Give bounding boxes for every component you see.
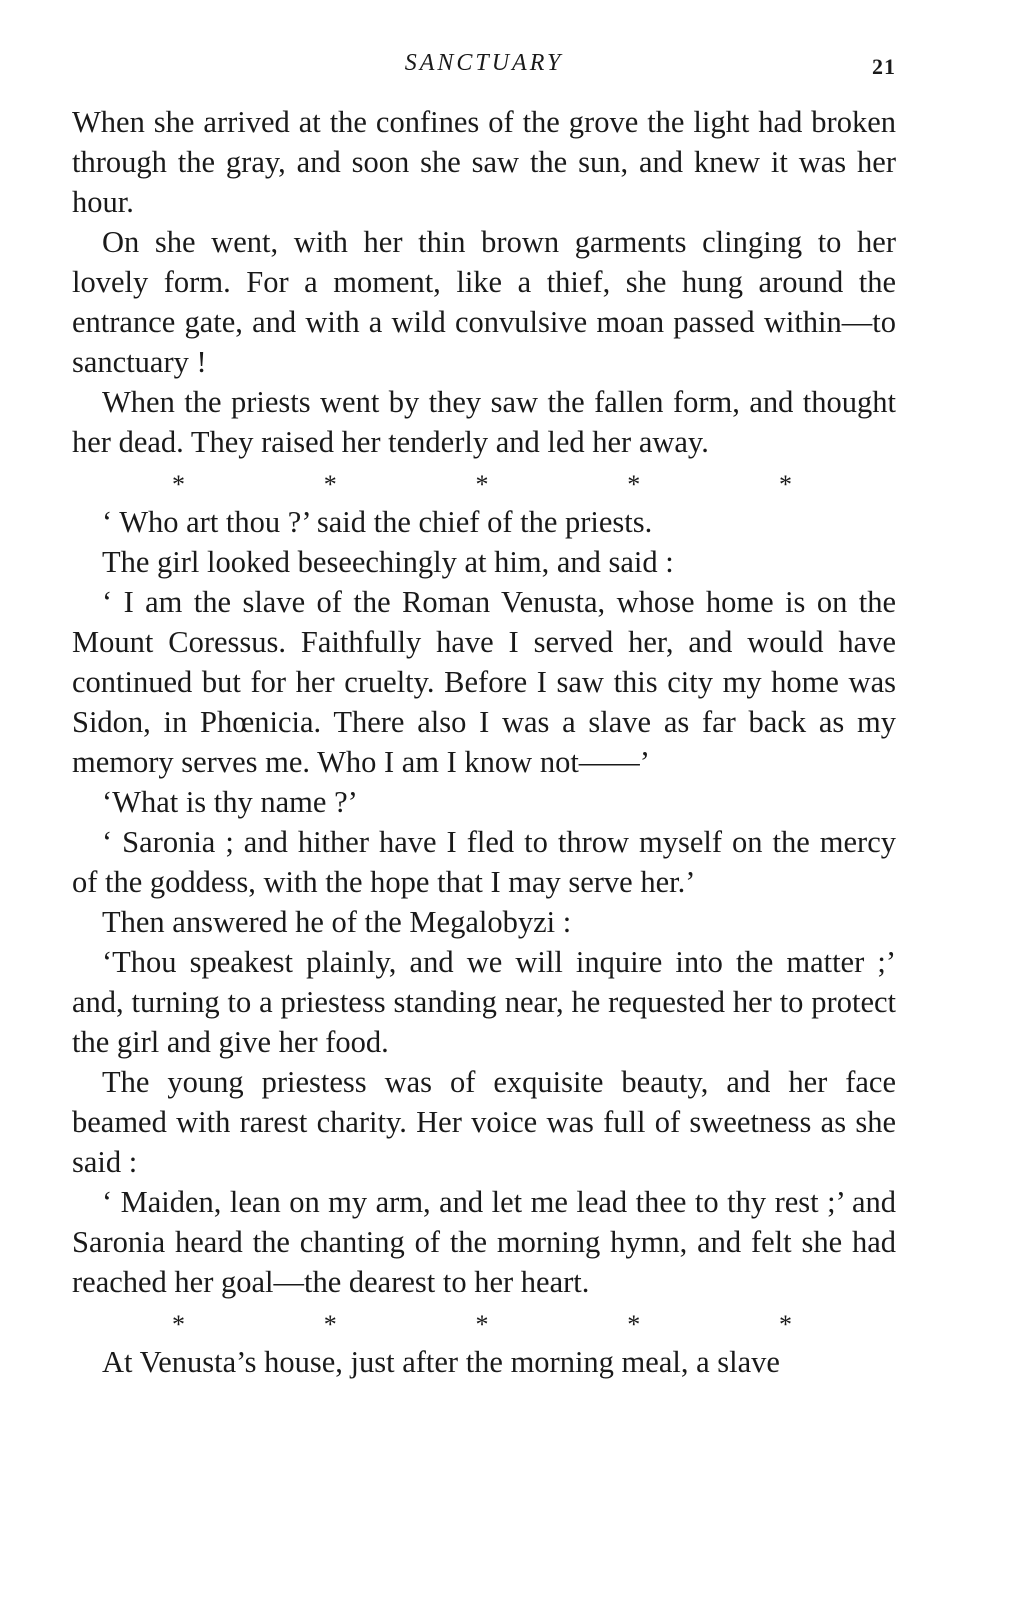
asterisk: *: [627, 1310, 641, 1339]
asterisk: *: [323, 1310, 337, 1339]
paragraph: ‘ Saronia ; and hither have I fled to throw myself on the mercy of the goddess, with the hope that I may serve her.’: [72, 825, 896, 899]
paragraph: ‘Thou speakest plainly, and we will inquire into the matter ;’ and, turning to a priestess standing near, he requested her to protect the girl and give her food.: [72, 945, 896, 1059]
paragraph: On she went, with her thin brown garments clinging to her lovely form. For a moment, like a thief, she hung around the entrance gate, and with a wild convulsive moan passed within—to sanctuary !: [72, 225, 896, 379]
body-text: [72, 102, 896, 1382]
paragraph: Then answered he of the Megalobyzi :: [102, 905, 572, 939]
running-title: SANCTUARY: [404, 50, 564, 76]
paragraph: ‘ I am the slave of the Roman Venusta, whose home is on the Mount Coressus. Faithfully have I served her, and would have continued but for her cruelty. Before I saw this city my home was Sidon, in Phœnicia. There also I was a slave as far back as my memory serves me. Who I am I know not——’: [72, 585, 896, 779]
paragraph: When the priests went by they saw the fallen form, and thought her dead. They raised her tenderly and led her away.: [72, 385, 896, 459]
asterisk: *: [627, 470, 641, 499]
asterisk: *: [779, 1310, 792, 1339]
page-number: 21: [872, 54, 896, 79]
asterisk: *: [475, 1310, 489, 1339]
running-head: [72, 48, 896, 84]
asterisk: *: [172, 1310, 185, 1339]
section-break: [172, 462, 792, 502]
paragraph: At Venusta’s house, just after the morning meal, a slave: [102, 1345, 780, 1379]
paragraph: ‘ Who art thou ?’ said the chief of the priests.: [102, 505, 653, 539]
asterisk: *: [323, 470, 337, 499]
paragraph: When she arrived at the confines of the grove the light had broken through the gray, and soon she saw the sun, and knew it was her hour.: [72, 105, 896, 219]
book-page: [72, 48, 896, 1382]
asterisk: *: [475, 470, 489, 499]
paragraph: The young priestess was of exquisite beauty, and her face beamed with rarest charity. Her voice was full of sweetness as she said :: [72, 1065, 896, 1179]
paragraph: ‘ Maiden, lean on my arm, and let me lead thee to thy rest ;’ and Saronia heard the chanting of the morning hymn, and felt she had reached her goal—the dearest to her heart.: [72, 1185, 896, 1299]
asterisk: *: [172, 470, 185, 499]
asterisk: *: [779, 470, 792, 499]
paragraph: ‘What is thy name ?’: [102, 785, 358, 819]
section-break: [172, 1302, 792, 1342]
paragraph: The girl looked beseechingly at him, and said :: [102, 545, 674, 579]
